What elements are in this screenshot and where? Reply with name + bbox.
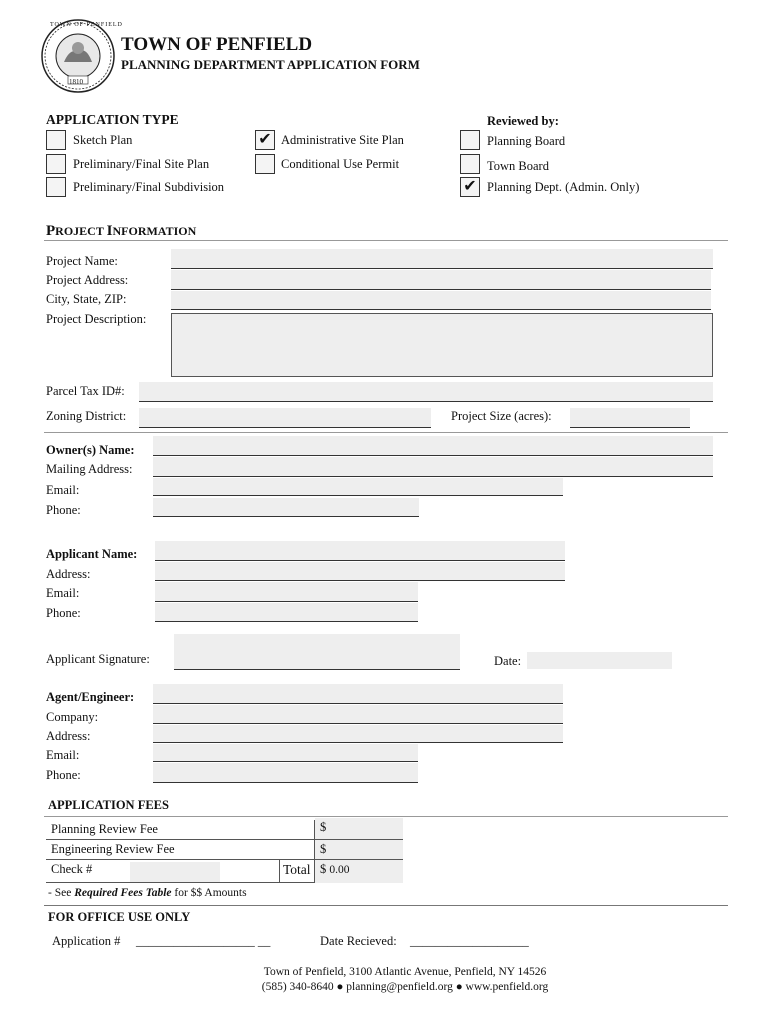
label-sketch-plan: Sketch Plan bbox=[73, 133, 133, 147]
section-divider bbox=[44, 432, 728, 433]
checkbox-prelim-site-plan[interactable] bbox=[46, 154, 66, 174]
planning-fee-field[interactable]: $ bbox=[315, 818, 403, 840]
applicant-address-field[interactable] bbox=[155, 562, 565, 581]
applicant-address-label: Address: bbox=[46, 567, 91, 581]
total-label: Total bbox=[283, 862, 311, 877]
city-state-zip-field[interactable] bbox=[171, 291, 711, 310]
applicant-phone-label: Phone: bbox=[46, 606, 81, 620]
applicant-phone-field[interactable] bbox=[155, 603, 418, 622]
checkbox-sketch-plan[interactable] bbox=[46, 130, 66, 150]
agent-address-label: Address: bbox=[46, 729, 91, 743]
application-number-blank[interactable]: ___________________ __ bbox=[136, 934, 271, 948]
date-received-blank[interactable]: ___________________ bbox=[410, 934, 529, 948]
applicant-name-label: Applicant Name: bbox=[46, 547, 138, 561]
checkbox-town-board[interactable] bbox=[460, 154, 480, 174]
label-conditional-use: Conditional Use Permit bbox=[281, 157, 400, 171]
application-type-heading: APPLICATION TYPE bbox=[46, 112, 179, 127]
page-subtitle: PLANNING DEPARTMENT APPLICATION FORM bbox=[121, 57, 420, 72]
owner-phone-field[interactable] bbox=[153, 498, 419, 517]
fee-row-planning bbox=[46, 820, 315, 840]
owner-email-label: Email: bbox=[46, 483, 80, 497]
owner-mailing-field[interactable] bbox=[153, 457, 713, 477]
applicant-email-field[interactable] bbox=[155, 582, 418, 602]
total-fee-value: 0.00 bbox=[329, 864, 350, 876]
check-number-label: Check # bbox=[51, 862, 93, 876]
checkbox-planning-board[interactable] bbox=[460, 130, 480, 150]
project-size-label: Project Size (acres): bbox=[451, 409, 552, 423]
fees-note: - See Required Fees Table for $$ Amounts bbox=[48, 887, 247, 899]
footer-contact: (585) 340-8640 ● planning@penfield.org ● www.penfield.org bbox=[261, 981, 549, 993]
owner-name-field[interactable] bbox=[153, 436, 713, 456]
project-address-label: Project Address: bbox=[46, 273, 129, 287]
agent-name-label: Agent/Engineer: bbox=[46, 690, 135, 704]
section-divider bbox=[44, 240, 728, 241]
agent-phone-label: Phone: bbox=[46, 768, 81, 782]
engineering-fee-field[interactable]: $ bbox=[315, 840, 403, 860]
checkmark-icon: ✔ bbox=[463, 178, 477, 195]
applicant-email-label: Email: bbox=[46, 586, 80, 600]
agent-company-field[interactable] bbox=[153, 705, 563, 724]
owner-mailing-label: Mailing Address: bbox=[46, 462, 133, 476]
applicant-signature-label: Applicant Signature: bbox=[46, 652, 150, 666]
parcel-tax-id-label: Parcel Tax ID#: bbox=[46, 384, 125, 398]
owner-phone-label: Phone: bbox=[46, 503, 81, 517]
agent-phone-field[interactable] bbox=[153, 763, 418, 783]
label-prelim-site-plan: Preliminary/Final Site Plan bbox=[73, 157, 210, 171]
engineering-fee-label: Engineering Review Fee bbox=[51, 842, 175, 856]
date-received-label: Date Recieved: bbox=[320, 934, 397, 948]
section-divider bbox=[44, 905, 728, 906]
applicant-date-label: Date: bbox=[494, 654, 522, 668]
checkbox-prelim-subdivision[interactable] bbox=[46, 177, 66, 197]
label-admin-site-plan: Administrative Site Plan bbox=[281, 133, 404, 147]
label-town-board: Town Board bbox=[487, 159, 549, 173]
section-divider bbox=[44, 816, 728, 817]
project-description-label: Project Description: bbox=[46, 312, 147, 326]
fees-heading: APPLICATION FEES bbox=[48, 798, 169, 812]
check-number-field[interactable] bbox=[130, 862, 220, 882]
zoning-district-label: Zoning District: bbox=[46, 409, 127, 423]
applicant-name-field[interactable] bbox=[155, 541, 565, 561]
parcel-tax-id-field[interactable] bbox=[139, 382, 713, 402]
project-address-field[interactable] bbox=[171, 270, 711, 290]
agent-address-field[interactable] bbox=[153, 725, 563, 743]
checkbox-admin-site-plan[interactable] bbox=[255, 130, 275, 150]
footer-address: Town of Penfield, 3100 Atlantic Avenue, Penfield, NY 14526 bbox=[263, 966, 547, 978]
agent-company-label: Company: bbox=[46, 710, 99, 724]
planning-fee-label: Planning Review Fee bbox=[51, 822, 158, 836]
checkbox-conditional-use[interactable] bbox=[255, 154, 275, 174]
checkmark-icon: ✔ bbox=[258, 131, 272, 148]
checkbox-planning-dept[interactable] bbox=[460, 177, 480, 197]
agent-email-field[interactable] bbox=[153, 744, 418, 762]
owner-name-label: Owner(s) Name: bbox=[46, 443, 135, 457]
project-name-field[interactable] bbox=[171, 249, 713, 269]
office-use-heading: FOR OFFICE USE ONLY bbox=[48, 910, 191, 924]
owner-email-field[interactable] bbox=[153, 478, 563, 496]
reviewed-by-heading: Reviewed by: bbox=[487, 114, 559, 128]
project-description-field[interactable] bbox=[171, 313, 713, 377]
project-size-field[interactable] bbox=[570, 408, 690, 428]
seal-year: 1810 bbox=[69, 78, 83, 86]
project-name-label: Project Name: bbox=[46, 254, 118, 268]
label-planning-dept: Planning Dept. (Admin. Only) bbox=[487, 180, 640, 194]
applicant-signature-field[interactable] bbox=[174, 634, 460, 670]
fee-row-engineering bbox=[46, 840, 315, 860]
application-number-label: Application # bbox=[52, 934, 121, 948]
label-prelim-subdivision: Preliminary/Final Subdivision bbox=[73, 180, 225, 194]
total-fee-field[interactable]: $ 0.00 bbox=[315, 860, 403, 883]
zoning-district-field[interactable] bbox=[139, 408, 431, 428]
applicant-date-field[interactable] bbox=[527, 652, 672, 669]
seal-text: TOWN OF PENFIELD bbox=[50, 22, 123, 28]
page-title: TOWN OF PENFIELD bbox=[121, 34, 313, 55]
total-label-cell bbox=[280, 860, 315, 883]
agent-name-field[interactable] bbox=[153, 684, 563, 704]
label-planning-board: Planning Board bbox=[487, 134, 566, 148]
project-info-heading: PROJECT INFORMATION bbox=[46, 223, 197, 239]
agent-email-label: Email: bbox=[46, 748, 80, 762]
city-state-zip-label: City, State, ZIP: bbox=[46, 292, 127, 306]
